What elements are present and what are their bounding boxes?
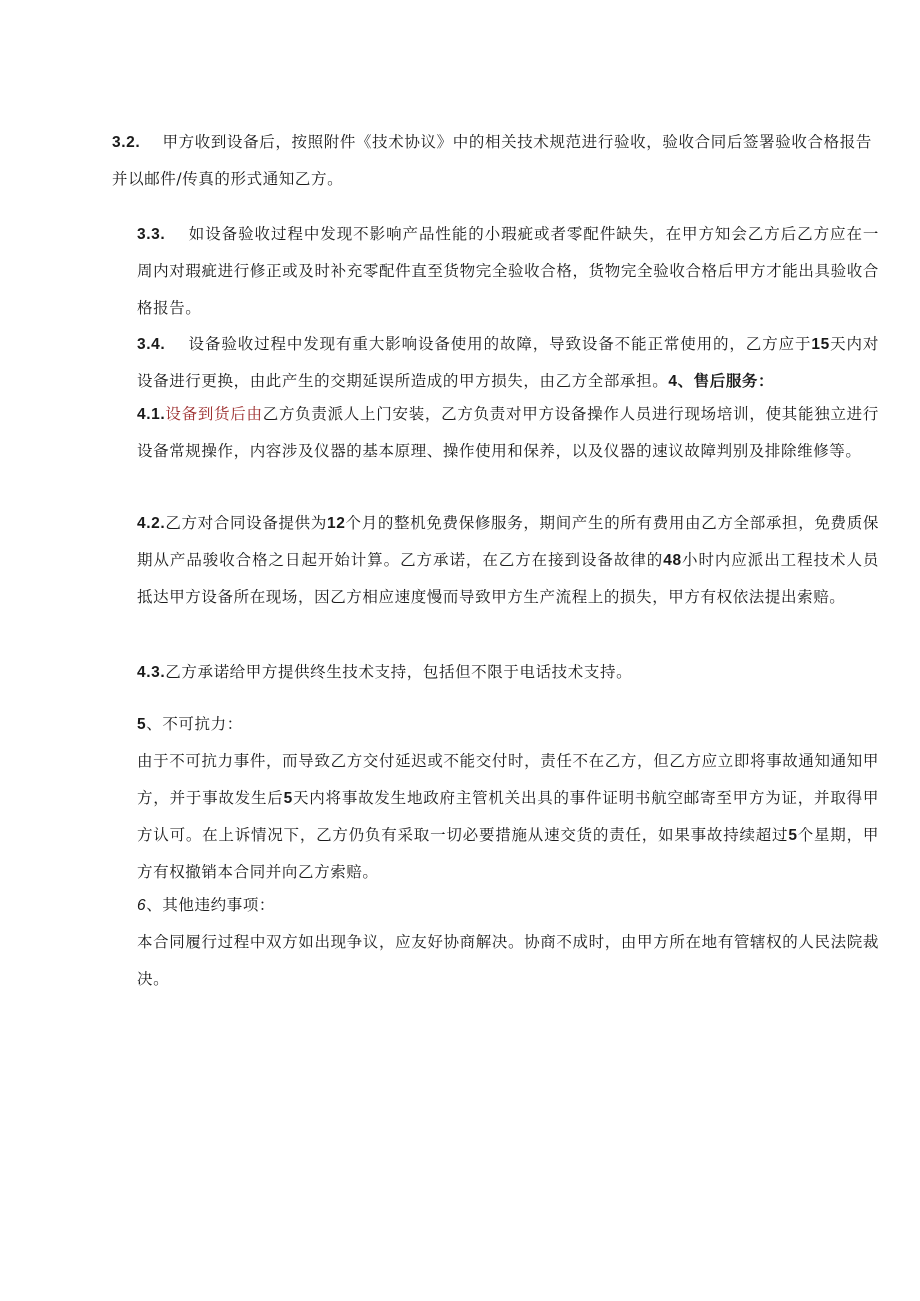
clause-text: 小时内应派出工程技术人员抵达甲方设备所在现场， [137, 551, 880, 606]
section-6-body [137, 924, 879, 998]
clause-number: 4.2. [137, 515, 166, 532]
body-text: 天内将事故发生地政府主管机关出具的事件证明书航空邮寄至甲方为证，并取得甲方认可。在上诉情况下，乙方仍负有采取一切必要措施从速交货的责任，如果事故持续超过 [137, 789, 879, 844]
clause-text: 天内对设备进行更换，由此产生的交期延误所造成的甲方损失，由乙方全部承担。 [137, 335, 879, 390]
clause-number: 4.1. [137, 406, 166, 423]
days-value: 15 [811, 336, 830, 353]
heading-number: 5 [137, 716, 147, 733]
clause-text: 设备验收过程中发现有重大影响设备使用的故障，导致设备不能正常使用的，乙方应于 [188, 335, 812, 353]
section-5-heading [137, 706, 243, 743]
body-text: 个星期，甲方有权撤销本合同并向乙方索赔。 [137, 826, 879, 881]
clause-text: 乙方对合同设备提供为 [165, 514, 328, 532]
section-4-heading: 4、售后服务： [668, 373, 775, 390]
clause-4-3 [137, 654, 879, 691]
days-value: 5 [283, 790, 293, 807]
clause-text: 乙方负责派人上门安装，乙方负责对甲方设备操作人员进行现场培训，使其能独立进行设备常规操作，内容涉及仪器的基本原理、操作使用和保养，以及仪器的速议故障判别及排除维修等。 [137, 405, 879, 460]
body-text: 由于不可抗力事件，而导致乙方交付延迟或不能交付时，责任不在乙方，但乙方应立即将事故通知通知甲方，并于事故发生后 [137, 752, 879, 807]
clause-text: 个月的整机免费保修服务，期间产生的所有费用由乙方全部承担，免费质保期从产品骏收合格之日起开始计算。乙方承诺，在乙方在接到设备故律的 [137, 514, 879, 569]
clause-number: 3.3. [137, 226, 166, 243]
clause-3-3 [137, 216, 879, 327]
clause-number: 4.3. [137, 664, 166, 681]
clause-4-1 [137, 396, 879, 470]
clause-text: 因乙方相应速度慢而导致甲方生产流程上的损失，甲方有权依法提出索赔。 [314, 588, 846, 606]
heading-number: 6 [137, 897, 147, 914]
months-value: 12 [327, 515, 346, 532]
clause-4-2 [137, 505, 879, 616]
clause-number: 3.4. [137, 336, 166, 353]
section-6-heading [137, 887, 275, 924]
clause-text: 如设备验收过程中发现不影响产品性能的小瑕疵或者零配件缺失，在甲方知会乙方后乙方应在一周内对瑕疵进行修正或及时补充零配件直至货物完全验收合格，货物完全验收合格后甲方才能出具验收合格报告。 [137, 225, 880, 317]
clause-number: 3.2. [112, 134, 141, 151]
clause-highlight: 设备到货后由 [165, 405, 263, 423]
clause-text: 乙方承诺给甲方提供终生技术支持，包括但不限于电话技术支持。 [165, 663, 633, 681]
clause-3-2 [112, 124, 872, 198]
heading-text: 、其他违约事项： [146, 896, 276, 914]
hours-value: 48 [663, 552, 682, 569]
clause-3-4 [137, 326, 879, 400]
section-5-body [137, 743, 879, 891]
weeks-value: 5 [788, 827, 798, 844]
body-text: 本合同履行过程中双方如出现争议，应友好协商解决。协商不成时，由甲方所在地有管辖权的人民法院裁决。 [137, 933, 879, 988]
clause-text: 甲方收到设备后，按照附件《技术协议》中的相关技术规范进行验收，验收合同后签署验收合格报告并以邮件/传真的形式通知乙方。 [112, 133, 873, 188]
heading-text: 、不可抗力： [146, 715, 243, 733]
